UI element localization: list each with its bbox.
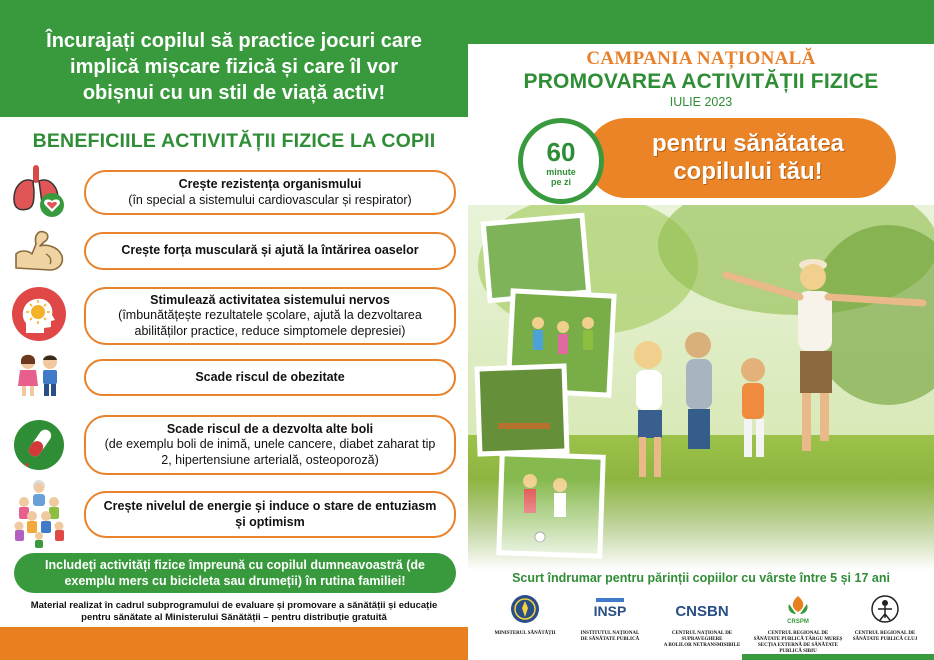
banner-line: Încurajați copilul să practice jocuri care <box>46 30 422 52</box>
footnote-line: pentru sănătate al Ministerului Sănătății – pentru distribuție gratuită <box>81 612 387 623</box>
benefit-sub: (de exemplu boli de inimă, unele cancere, diabet zaharat tip 2, hipertensiune arterială, osteoporoză) <box>104 437 436 467</box>
crsp-cluj-logo <box>840 594 930 643</box>
logo-caption-line: CENTRUL REGIONAL DE <box>767 631 829 636</box>
benefit-bold: Crește forța musculară și ajută la întărirea oaselor <box>121 243 419 258</box>
slogan-line: pentru sănătatea <box>651 130 845 157</box>
clock-unit <box>523 167 599 187</box>
banner-line: obișnui cu un stil de viață activ! <box>82 82 386 104</box>
clock-unit-line: minute <box>546 167 576 177</box>
benefit-item <box>84 491 456 538</box>
logo-caption-line: INSTITUTUL NAȚIONAL <box>580 631 640 636</box>
clock-icon <box>518 118 604 204</box>
benefit-sub: (în special a sistemului cardiovascular și respirator) <box>128 192 412 207</box>
flexed-arm-icon <box>10 224 68 279</box>
clock-unit-line: pe zi <box>550 177 571 187</box>
slogan-line: copilului tău! <box>673 158 823 185</box>
left-bottom-bar <box>0 627 468 660</box>
campaign-title: PROMOVAREA ACTIVITĂȚII FIZICE <box>523 70 879 93</box>
svg-text:INSP: INSP <box>593 603 627 619</box>
ministry-health-logo <box>480 594 570 637</box>
logo-caption-line: SĂNĂTATE PUBLICĂ CLUJ <box>852 637 918 642</box>
clock-minutes: 60 <box>546 137 576 167</box>
logo-caption <box>565 631 655 643</box>
partner-logos <box>480 594 926 654</box>
benefit-item <box>84 359 456 396</box>
svg-text:CNSBN: CNSBN <box>675 603 729 620</box>
footnote-line: Material realizat în cadrul subprogramului de evaluare și promovare a sănătății și educație <box>30 600 438 611</box>
footnote <box>0 600 468 624</box>
logo-caption-line: DE SĂNĂTATE PUBLICĂ <box>580 637 640 642</box>
logo-caption-line: CENTRUL NAȚIONAL DE SUPRAVEGHERE <box>671 631 733 642</box>
benefit-item <box>84 287 456 345</box>
logo-caption-line: CENTRUL REGIONAL DE <box>854 631 916 636</box>
right-panel <box>468 0 934 660</box>
benefit-item <box>84 415 456 475</box>
blood-test-icon <box>10 418 68 479</box>
logo-caption-line: SĂNĂTATE PUBLICĂ TÂRGU MUREȘ <box>753 637 843 642</box>
benefit-bold: Crește nivelul de energie și induce o stare de entuziasm și optimism <box>103 499 437 529</box>
logo-caption-line: A BOLILOR NETRANSMISIBILE <box>663 643 741 648</box>
cnsbn-logo <box>652 594 752 649</box>
benefit-bold: Stimulează activitatea sistemului nervos <box>150 292 390 307</box>
benefit-item <box>84 232 456 270</box>
campaign-label: CAMPANIA NAȚIONALĂ <box>586 48 816 69</box>
right-top-bar <box>468 0 934 44</box>
parents-guide-subtitle: Scurt îndrumar pentru părinții copiilor cu vârste între 5 și 17 ani <box>512 571 890 585</box>
svg-text:CRSPM: CRSPM <box>787 619 809 624</box>
benefit-bold: Scade riscul de obezitate <box>195 369 345 384</box>
benefit-sub: (îmbunătățește rezultatele școlare, ajută la dezvoltarea abilităților practice, reduce simptomele depresiei) <box>118 308 422 338</box>
encouragement-banner <box>0 0 468 117</box>
logo-caption <box>652 631 752 649</box>
benefits-title: BENEFICIILE ACTIVITĂȚII FIZICE LA COPII <box>32 130 436 152</box>
callout-line: Includeți activități fizice împreună cu copilul dumneavoastră (de <box>45 558 425 572</box>
right-bottom-bar <box>742 654 934 660</box>
logo-caption-line: SECȚIA EXTERNĂ DE SĂNĂTATE PUBLICĂ SIBIU <box>758 643 838 654</box>
logo-caption <box>748 631 848 655</box>
callout-line: exemplu mers cu bicicleta sau drumeții) în rutina familiei! <box>64 574 406 588</box>
family-group-icon <box>10 478 68 553</box>
lungs-heart-icon <box>10 163 68 224</box>
benefit-bold: Scade riscul de a dezvolta alte boli <box>166 421 374 436</box>
benefit-item <box>84 170 456 215</box>
brain-head-icon <box>10 285 68 348</box>
banner-line: implică mișcare fizică și care îl vor <box>70 56 398 78</box>
slogan-banner <box>586 118 896 198</box>
children-playing-photo <box>468 205 934 570</box>
family-routine-callout <box>14 553 456 593</box>
children-icon <box>10 352 68 403</box>
insp-logo <box>565 594 655 643</box>
benefit-bold: Crește rezistența organismului <box>178 177 362 191</box>
logo-caption: MINISTERUL SĂNĂTĂȚII <box>494 631 556 636</box>
crspm-logo <box>748 594 848 655</box>
campaign-date: IULIE 2023 <box>669 95 733 109</box>
logo-caption <box>840 631 930 643</box>
